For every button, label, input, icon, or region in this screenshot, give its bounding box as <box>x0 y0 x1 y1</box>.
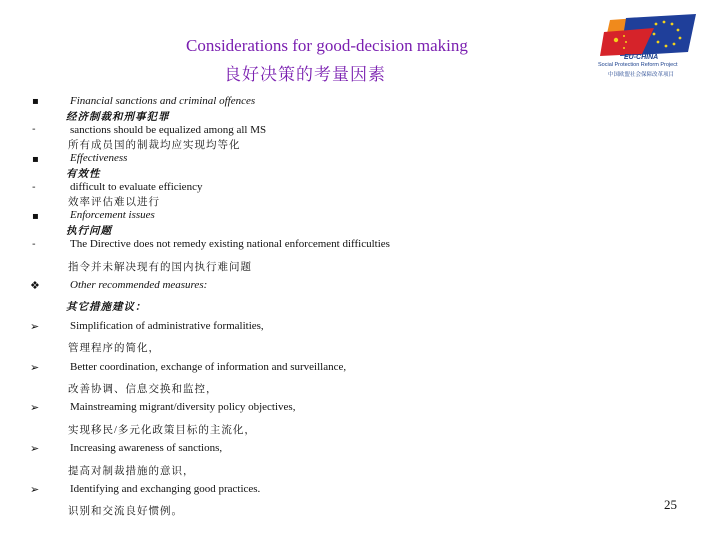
dash-bullet-icon: - <box>32 124 36 135</box>
arrow-bullet-icon: ➢ <box>30 483 40 496</box>
sub-item-zh: 所有成员国的制裁均应实现均等化 <box>68 140 241 151</box>
section-heading-zh: 其它措施建议： <box>66 302 147 313</box>
square-bullet-icon: ▪ <box>32 96 39 107</box>
square-bullet-icon: ▪ <box>32 211 39 222</box>
measure-item: Identifying and exchanging good practices. <box>70 483 261 495</box>
measure-item-zh: 提高对制裁措施的意识， <box>68 466 195 477</box>
section-heading: Financial sanctions and criminal offences <box>70 95 256 107</box>
arrow-bullet-icon: ➢ <box>30 442 40 455</box>
sub-item: sanctions should be equalized among all MS <box>70 124 267 136</box>
logo-subtitle-zh: 中国欧盟社会保障改革项目 <box>608 72 675 78</box>
page-number: 25 <box>664 497 677 512</box>
measure-item: Increasing awareness of sanctions, <box>70 442 223 454</box>
sub-item: difficult to evaluate efficiency <box>70 181 203 193</box>
section-heading-zh: 有效性 <box>66 169 101 180</box>
measure-item-zh: 改善协调、信息交换和监控， <box>68 384 218 395</box>
arrow-bullet-icon: ➢ <box>30 320 40 333</box>
measure-item: Better coordination, exchange of information and surveillance, <box>70 361 347 373</box>
section-heading-zh: 执行问题 <box>66 226 112 237</box>
section-heading: Enforcement issues <box>70 209 155 221</box>
measure-item-zh: 识别和交流良好惯例。 <box>68 506 183 517</box>
eu-china-logo <box>596 12 708 90</box>
dash-bullet-icon: - <box>32 239 36 250</box>
sub-item: The Directive does not remedy existing national enforcement difficulties <box>70 238 390 250</box>
section-heading: Effectiveness <box>70 152 128 164</box>
section-heading: Other recommended measures: <box>70 279 208 291</box>
measure-item-zh: 管理程序的简化， <box>68 343 160 354</box>
slide-title: Considerations for good-decision making <box>186 36 468 55</box>
logo-name: EU-CHINA <box>624 54 659 61</box>
arrow-bullet-icon: ➢ <box>30 361 40 374</box>
measure-item: Simplification of administrative formalities, <box>70 320 264 332</box>
sub-item-zh: 指令并未解决现有的国内执行难问题 <box>68 262 252 273</box>
measure-item: Mainstreaming migrant/diversity policy objectives, <box>70 401 296 413</box>
slide-title-zh: 良好决策的考量因素 <box>224 65 386 84</box>
measure-item-zh: 实现移民/多元化政策目标的主流化， <box>68 425 256 436</box>
dash-bullet-icon: - <box>32 182 36 193</box>
diamond-bullet-icon: ❖ <box>30 279 40 292</box>
sub-item-zh: 效率评估难以进行 <box>68 197 160 208</box>
logo-subtitle: Social Protection Reform Project <box>598 62 678 68</box>
square-bullet-icon: ▪ <box>32 154 39 165</box>
arrow-bullet-icon: ➢ <box>30 401 40 414</box>
section-heading-zh: 经济制裁和刑事犯罪 <box>66 112 170 123</box>
